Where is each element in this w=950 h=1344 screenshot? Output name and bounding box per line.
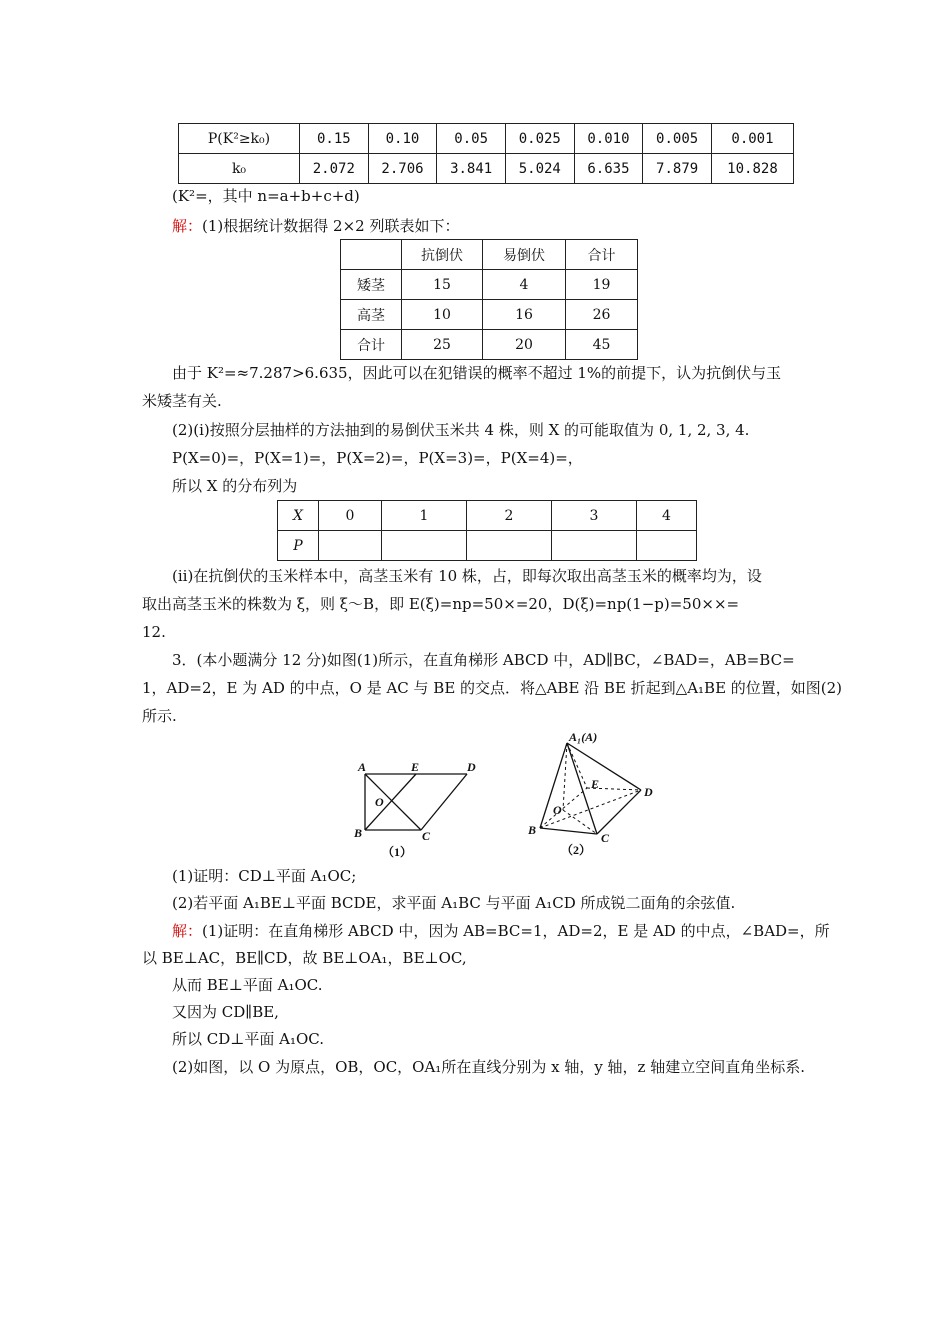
- contingency-header: 易倒伏: [483, 240, 566, 270]
- dist-x-value: 3: [552, 501, 637, 531]
- contingency-cell: 45: [566, 330, 638, 360]
- dist-p-label: P: [278, 531, 319, 561]
- k-table-row2-label: k₀: [179, 154, 300, 184]
- contingency-header: 抗倒伏: [402, 240, 483, 270]
- k-table-cell: 0.010: [574, 124, 643, 154]
- fig2-label-a1: A₁(A): [569, 730, 598, 744]
- contingency-cell: 20: [483, 330, 566, 360]
- question-3-line-3: 所示.: [142, 707, 177, 725]
- k-table-cell: 0.15: [300, 124, 369, 154]
- k-table-cell: 10.828: [711, 154, 793, 184]
- dist-p-value: [319, 531, 382, 561]
- contingency-cell: 15: [402, 270, 483, 300]
- contingency-cell: 19: [566, 270, 638, 300]
- conclusion-line-2: 米矮茎有关.: [142, 392, 222, 410]
- k-table-cell: 2.072: [300, 154, 369, 184]
- dist-p-value: [637, 531, 697, 561]
- probabilities-line: P(X=0)=，P(X=1)=，P(X=2)=，P(X=3)=，P(X=4)=，: [172, 449, 583, 467]
- fig1-label-b: B: [354, 826, 363, 840]
- contingency-cell: 高茎: [341, 300, 402, 330]
- fig1-label-c: C: [422, 829, 431, 843]
- part-2-ii-line-1: (ⅱ)在抗倒伏的玉米样本中，高茎玉米有 10 株，占，即每次取出高茎玉米的概率均为，设: [172, 567, 762, 585]
- fig2-label-o: O: [553, 803, 562, 817]
- k-table-cell: 7.879: [643, 154, 712, 184]
- contingency-cell: 4: [483, 270, 566, 300]
- k-table-cell: 0.001: [711, 124, 793, 154]
- fig1-label-o: O: [375, 795, 384, 809]
- part-2-i: (2)(ⅰ)按照分层抽样的方法抽到的易倒伏玉米共 4 株，则 X 的可能取值为 0, 1, 2, 3, 4.: [172, 421, 750, 439]
- formula-note: (K²=，其中 n=a+b+c+d): [172, 187, 360, 205]
- subquestion-1: (1)证明：CD⊥平面 A₁OC;: [172, 867, 357, 885]
- solution-label: 解：: [172, 922, 203, 940]
- figure-2-pyramid: [525, 728, 665, 860]
- solution-1-intro: [172, 216, 459, 236]
- fig1-label-a: A: [358, 760, 367, 774]
- part-2-ii-line-3: 12.: [142, 623, 166, 641]
- k-table-cell: 0.10: [368, 124, 437, 154]
- dist-x-value: 2: [467, 501, 552, 531]
- contingency-cell: 矮茎: [341, 270, 402, 300]
- q3-solution-line-5: 所以 CD⊥平面 A₁OC.: [172, 1030, 324, 1048]
- k-table-cell: 6.635: [574, 154, 643, 184]
- k-table-row1-label: P(K²≥k₀): [179, 124, 300, 154]
- conclusion-line-1: 由于 K²=≈7.287>6.635，因此可以在犯错误的概率不超过 1%的前提下，认为抗倒伏与玉: [172, 364, 782, 382]
- question-3-line-1: 3．(本小题满分 12 分)如图(1)所示，在直角梯形 ABCD 中，AD∥BC，∠BAD=，AB=BC=: [172, 651, 795, 669]
- fig2-label-c: C: [601, 831, 610, 845]
- k-table-cell: 0.05: [437, 124, 506, 154]
- dist-x-value: 1: [382, 501, 467, 531]
- contingency-cell: 26: [566, 300, 638, 330]
- solution-1-intro-text: (1)根据统计数据得 2×2 列联表如下：: [202, 217, 460, 235]
- q3-solution-line-2: 以 BE⊥AC，BE∥CD，故 BE⊥OA₁，BE⊥OC,: [142, 949, 467, 967]
- k-table-cell: 2.706: [368, 154, 437, 184]
- distribution-table: [277, 500, 697, 561]
- q3-solution-line-6: (2)如图，以 O 为原点，OB，OC，OA₁所在直线分别为 x 轴，y 轴，z 轴建立空间直角坐标系.: [172, 1058, 805, 1076]
- dist-p-value: [552, 531, 637, 561]
- q3-solution-line-3: 从而 BE⊥平面 A₁OC.: [172, 976, 323, 994]
- fig1-label-d: D: [467, 760, 476, 774]
- k-table-cell: 3.841: [437, 154, 506, 184]
- fig2-caption: （2）: [561, 843, 592, 857]
- contingency-table: [340, 239, 638, 360]
- q3-solution-line-1-text: (1)证明：在直角梯形 ABCD 中，因为 AB=BC=1，AD=2，E 是 AD 的中点，∠BAD=，所: [202, 922, 830, 940]
- k-critical-table: [178, 123, 794, 184]
- fig2-label-d: D: [644, 785, 653, 799]
- contingency-header: 合计: [566, 240, 638, 270]
- figure-1-trapezoid: [345, 760, 485, 860]
- dist-x-value: 0: [319, 501, 382, 531]
- contingency-cell: 10: [402, 300, 483, 330]
- contingency-cell: 25: [402, 330, 483, 360]
- fig2-label-e: E: [591, 777, 600, 791]
- contingency-cell: 16: [483, 300, 566, 330]
- k-table-cell: 0.005: [643, 124, 712, 154]
- dist-p-value: [382, 531, 467, 561]
- part-2-ii-line-2: 取出高茎玉米的株数为 ξ，则 ξ～B，即 E(ξ)=np=50×=20，D(ξ)=np(1−p)=50××=: [142, 595, 740, 613]
- dist-p-value: [467, 531, 552, 561]
- q3-solution-line-1: [172, 921, 830, 941]
- k-table-cell: 0.025: [505, 124, 574, 154]
- contingency-header: [341, 240, 402, 270]
- k-table-cell: 5.024: [505, 154, 574, 184]
- fig2-label-b: B: [528, 823, 537, 837]
- solution-label: 解：: [172, 217, 203, 235]
- dist-x-value: 4: [637, 501, 697, 531]
- fig1-caption: （1）: [382, 845, 413, 859]
- q3-solution-line-4: 又因为 CD∥BE,: [172, 1003, 279, 1021]
- question-3-line-2: 1，AD=2，E 为 AD 的中点，O 是 AC 与 BE 的交点．将△ABE 沿 BE 折起到△A₁BE 的位置，如图(2): [142, 679, 843, 697]
- distribution-intro: 所以 X 的分布列为: [172, 477, 298, 495]
- dist-x-label: X: [278, 501, 319, 531]
- fig1-label-e: E: [411, 760, 420, 774]
- subquestion-2: (2)若平面 A₁BE⊥平面 BCDE，求平面 A₁BC 与平面 A₁CD 所成锐二面角的余弦值.: [172, 894, 736, 912]
- contingency-cell: 合计: [341, 330, 402, 360]
